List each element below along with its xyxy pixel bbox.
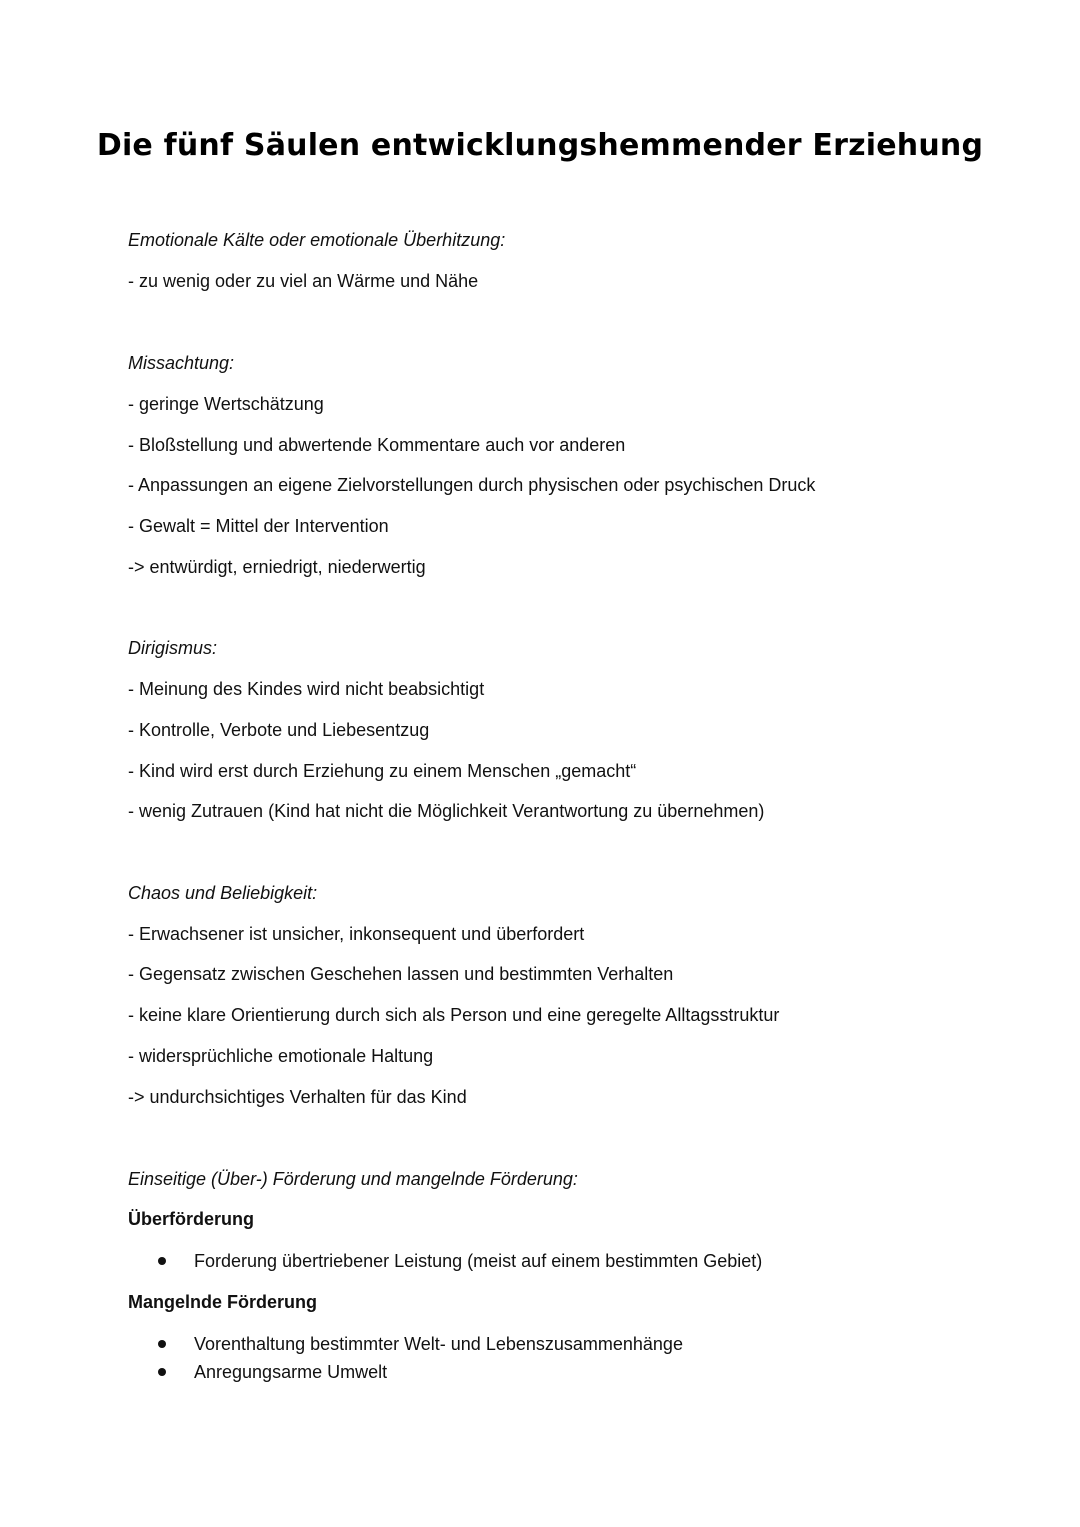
section-heading-promotion: Einseitige (Über-) Förderung und mangelnde Förderung: xyxy=(128,1169,578,1189)
list-item: - zu wenig oder zu viel an Wärme und Nähe xyxy=(128,271,479,291)
list-item: -> undurchsichtiges Verhalten für das Kind xyxy=(128,1087,467,1107)
list-item: - Gegensatz zwischen Geschehen lassen und bestimmten Verhalten xyxy=(128,964,674,984)
list-item: - widersprüchliche emotionale Haltung xyxy=(128,1046,434,1066)
page-title: Die fünf Säulen entwicklungshemmender Erziehung xyxy=(96,128,984,163)
list-item: - wenig Zutrauen (Kind hat nicht die Möglichkeit Verantwortung zu übernehmen) xyxy=(128,801,765,821)
list-item: -> entwürdigt, erniedrigt, niederwertig xyxy=(128,557,426,577)
bullet-dot-icon xyxy=(158,1257,166,1265)
list-item: - Erwachsener ist unsicher, inkonsequent und überfordert xyxy=(128,924,585,944)
list-item: - Kind wird erst durch Erziehung zu einem Menschen „gemacht“ xyxy=(128,761,637,781)
list-item: - Bloßstellung und abwertende Kommentare auch vor anderen xyxy=(128,435,626,455)
section-heading-emotional-coldness: Emotionale Kälte oder emotionale Überhitzung: xyxy=(128,230,506,250)
list-item: - keine klare Orientierung durch sich als Person und eine geregelte Alltagsstruktur xyxy=(128,1005,780,1025)
bullet-text: Vorenthaltung bestimmter Welt- und Lebenszusammenhänge xyxy=(194,1334,683,1354)
subheading-lacking-promotion: Mangelnde Förderung xyxy=(128,1292,317,1312)
subheading-over-promotion: Überförderung xyxy=(128,1209,254,1229)
section-heading-disregard: Missachtung: xyxy=(128,353,235,373)
bullet-dot-icon xyxy=(158,1340,166,1348)
list-item: - Kontrolle, Verbote und Liebesentzug xyxy=(128,720,430,740)
bullet-text: Forderung übertriebener Leistung (meist auf einem bestimmten Gebiet) xyxy=(194,1251,763,1271)
list-item: - Meinung des Kindes wird nicht beabsichtigt xyxy=(128,679,485,699)
list-item: - Gewalt = Mittel der Intervention xyxy=(128,516,389,536)
list-item: - geringe Wertschätzung xyxy=(128,394,324,414)
bullet-dot-icon xyxy=(158,1368,166,1376)
section-heading-chaos: Chaos und Beliebigkeit: xyxy=(128,883,318,903)
bullet-text: Anregungsarme Umwelt xyxy=(194,1362,388,1382)
list-item: - Anpassungen an eigene Zielvorstellungen durch physischen oder psychischen Druck xyxy=(128,475,816,495)
section-heading-dirigism: Dirigismus: xyxy=(128,638,218,658)
